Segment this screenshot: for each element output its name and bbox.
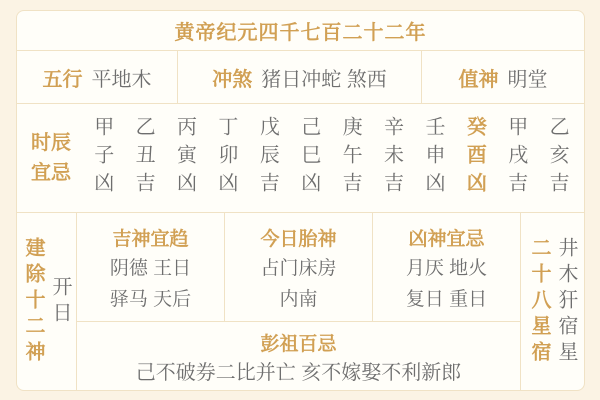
zhishen-cell — [422, 51, 584, 103]
pengzu-cell — [77, 321, 520, 390]
taishen-line1: 占门床房 — [260, 258, 337, 279]
hour-column: 庚午吉 — [339, 116, 362, 200]
lower-section — [17, 213, 584, 390]
era-title-row — [17, 11, 584, 51]
hour-column: 壬申凶 — [421, 116, 444, 200]
hour-column: 己巳凶 — [297, 116, 320, 200]
hour-column: 甲子凶 — [90, 116, 113, 200]
jishen-title: 吉神宜趋 — [112, 229, 189, 250]
xiongshen-title: 凶神宜忌 — [408, 229, 485, 250]
pengzu-title: 彭祖百忌 — [260, 334, 337, 355]
hours-row — [17, 104, 584, 213]
hour-column: 乙亥吉 — [546, 116, 569, 200]
jianchu-cell — [17, 213, 77, 390]
jishen-cell — [77, 213, 224, 321]
wuxing-label: 五行 — [42, 68, 83, 91]
hour-column: 甲戌吉 — [504, 116, 527, 200]
info-row — [17, 51, 584, 104]
hour-column-current: 癸酉凶 — [463, 116, 486, 200]
pengzu-value: 己不破券二比并亡 亥不嫁娶不利新郎 — [135, 362, 462, 384]
hours-columns — [81, 116, 584, 200]
hour-column: 乙丑吉 — [132, 116, 155, 200]
jishen-line2: 驿马 天后 — [109, 289, 192, 310]
lower-center — [77, 213, 520, 390]
xiongshen-cell — [373, 213, 520, 321]
zhishen-value: 明堂 — [507, 68, 548, 91]
chongsha-label: 冲煞 — [212, 68, 253, 91]
era-title: 黄帝纪元四千七百二十二年 — [174, 22, 427, 44]
zhishen-label: 值神 — [458, 68, 499, 91]
jishen-line1: 阴德 王日 — [109, 258, 192, 279]
xingxiu-label: 二十八星宿 — [528, 236, 550, 367]
xiongshen-line2: 复日 重日 — [405, 289, 488, 310]
chongsha-value: 猪日冲蛇 煞西 — [261, 68, 387, 91]
hour-column: 辛未吉 — [380, 116, 403, 200]
taishen-cell — [224, 213, 373, 321]
hours-label: 时辰宜忌 — [31, 132, 71, 184]
wuxing-cell — [17, 51, 177, 103]
taishen-title: 今日胎神 — [260, 229, 337, 250]
taishen-line2: 内南 — [279, 289, 318, 310]
wuxing-value: 平地木 — [91, 68, 152, 91]
hour-column: 丙寅凶 — [173, 116, 196, 200]
jianchu-value: 开日 — [49, 275, 71, 328]
almanac-panel — [16, 10, 585, 391]
hour-column: 丁卯凶 — [214, 116, 237, 200]
chongsha-cell — [177, 51, 422, 103]
jianchu-label: 建除十二神 — [22, 236, 44, 367]
hour-column: 戊辰吉 — [256, 116, 279, 200]
xingxiu-value: 井木犴宿星 — [555, 236, 577, 367]
gods-row — [77, 213, 520, 321]
xingxiu-cell — [520, 213, 584, 390]
xiongshen-line1: 月厌 地火 — [405, 258, 488, 279]
